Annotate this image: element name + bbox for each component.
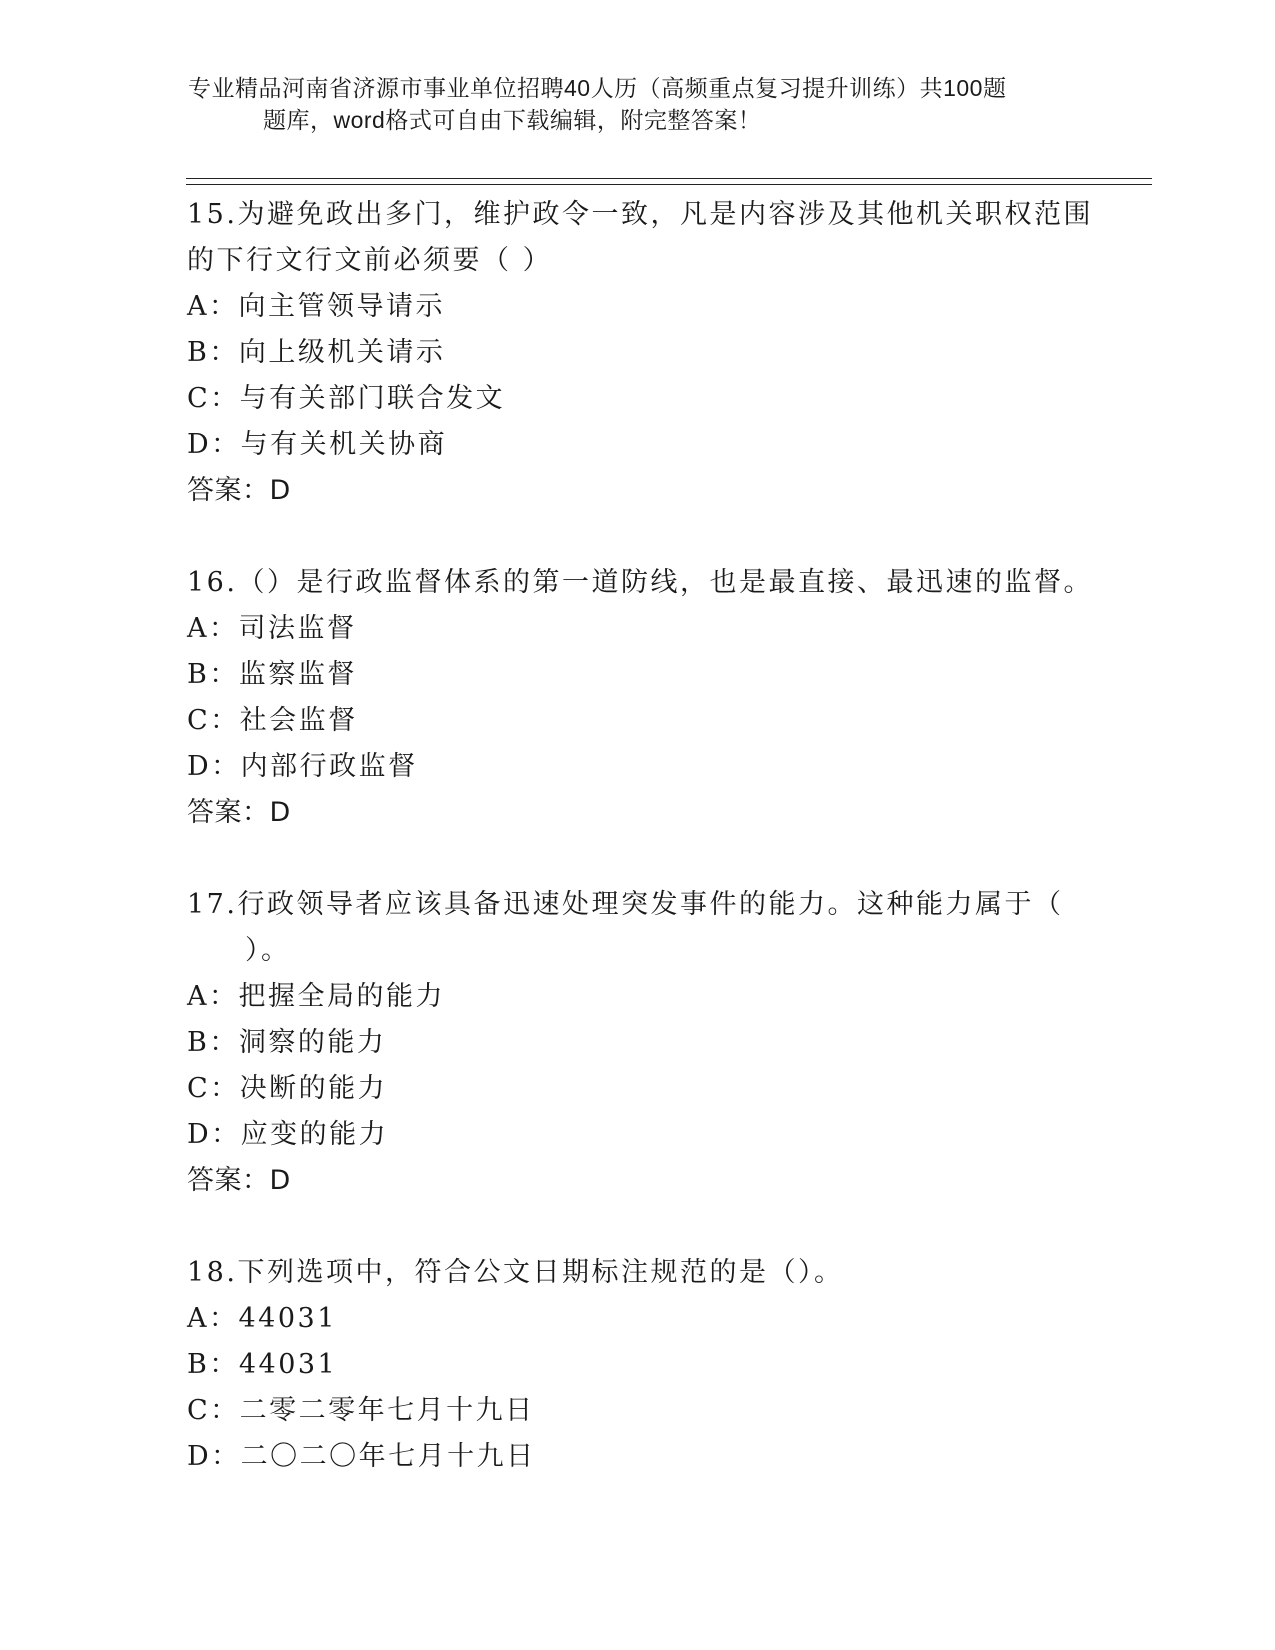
question-stem: 18.下列选项中，符合公文日期标注规范的是（）。	[187, 1257, 844, 1288]
question-stem: 15.为避免政出多门，维护政令一致，凡是内容涉及其他机关职权范围	[187, 199, 1093, 230]
answer: 答案：D	[187, 1165, 291, 1196]
spacer	[187, 514, 1087, 560]
option-a: A：44031	[187, 1303, 337, 1334]
option-d: D：二〇二〇年七月十九日	[187, 1441, 536, 1472]
option-b: B：洞察的能力	[187, 1027, 387, 1058]
option-d: D：内部行政监督	[187, 751, 418, 782]
option-c: C：二零二零年七月十九日	[187, 1395, 535, 1426]
option-d: D：与有关机关协商	[187, 429, 448, 460]
question-stem-continued: 的下行文行文前必须要（ ）	[187, 245, 553, 276]
option-b: B：向上级机关请示	[187, 337, 446, 368]
question-stem-continued: ）。	[245, 935, 291, 966]
option-c: C：与有关部门联合发文	[187, 383, 506, 414]
document-header	[188, 72, 1088, 136]
question-18	[187, 1250, 1087, 1480]
option-d: D：应变的能力	[187, 1119, 389, 1150]
question-list	[187, 192, 1093, 1480]
question-16	[187, 560, 1093, 836]
spacer	[187, 836, 1087, 882]
answer: 答案：D	[187, 475, 291, 506]
header-line-2: 题库，word格式可自由下载编辑，附完整答案！	[263, 107, 762, 133]
option-c: C：社会监督	[187, 705, 358, 736]
question-stem: 17.行政领导者应该具备迅速处理突发事件的能力。这种能力属于（	[187, 889, 1064, 920]
header-rule-top	[186, 178, 1152, 179]
question-15	[187, 192, 1093, 514]
answer: 答案：D	[187, 797, 291, 828]
option-b: B：监察监督	[187, 659, 357, 690]
option-a: A：向主管领导请示	[187, 291, 445, 322]
question-stem: 16.（）是行政监督体系的第一道防线，也是最直接、最迅速的监督。	[187, 567, 1093, 598]
option-a: A：把握全局的能力	[187, 981, 445, 1012]
header-rule-bottom	[186, 184, 1152, 185]
spacer	[187, 1204, 1087, 1250]
option-a: A：司法监督	[187, 613, 357, 644]
question-17	[187, 882, 1087, 1204]
option-b: B：44031	[187, 1349, 338, 1380]
option-c: C：决断的能力	[187, 1073, 388, 1104]
header-line-1: 专业精品河南省济源市事业单位招聘40人历（高频重点复习提升训练）共100题	[188, 75, 1007, 101]
